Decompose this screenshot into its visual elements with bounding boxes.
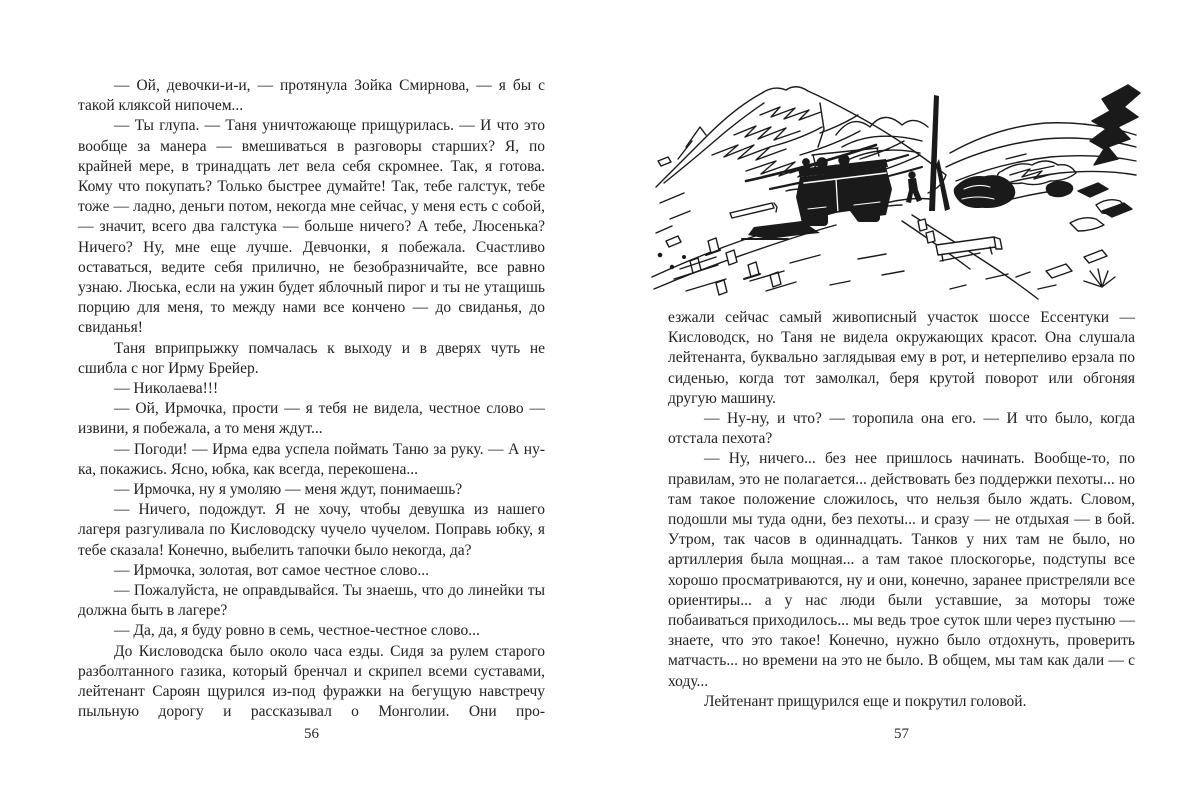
paragraph: — Николаева!!! (114, 380, 219, 398)
paragraph: — Погоди! — Ирма едва успела поймать Таню за руку. — А ну-ка, покажись. Ясно, юбка, как всегда, перекошена... (78, 440, 545, 478)
page-number-right: 57 (894, 726, 909, 742)
paragraph: Лейтенант прищурился еще и покрутил головой. (704, 692, 1027, 710)
paragraph: — Ирмочка, золотая, вот самое честное слово... (114, 561, 430, 579)
paragraph: — Ой, Ирмочка, прости — я тебя не видела, честное слово — извини, я побежала, а то меня ждут... (78, 400, 545, 438)
paragraph: — Пожалуйста, не оправдывайся. Ты знаешь, что до линейки ты должна быть в лагере? (78, 582, 545, 620)
paragraph: — Ничего, подождут. Я не хочу, чтобы девушка из нашего лагеря разгуливала по Кисловодску чучело чучелом. Поправь юбку, я тебе сказала! Конечно, выбелить тапочки было некогда, да? (78, 501, 545, 559)
page-number-left: 56 (304, 726, 319, 742)
right-page-text-column (668, 308, 1135, 712)
paragraph: — Ты глупа. — Таня уничтожающе прищурилась. — И что это вообще за манера — вмешиваться в разговоры старших? Я, по крайней мере, в тринадцать лет вела себя скромнее. Так, я готова. Кому что покупать? Только быстрее думайте! Так, тебе галстук, тебе тоже — ладно, деньги потом, некогда мне сейчас, у меня есть с собой, — значит, всего два галстука — больше ничего? А тебе, Люсенька? Ничего? Ну, мне еще лучше. Девчонки, я побежала. Счастливо оставаться, ведите себя прилично, не безобразничайте, все равно узнаю. Люська, если на ужин будет яблочный пирог и ты не утащишь порцию для меня, то между нами все кончено — до свиданья, до свиданья! (78, 117, 545, 337)
paragraph: Таня вприпрыжку помчалась к выходу и в дверях чуть не сшибла с ног Ирму Брейер. (78, 339, 545, 377)
paragraph: — Да, да, я буду ровно в семь, честное-честное слово... (114, 622, 480, 640)
paragraph: — Ой, девочки-и-и, — протянула Зойка Смирнова, — я бы с такой кляксой нипочем... (78, 77, 545, 115)
paragraph: езжали сейчас самый живописный участок шоссе Ессентуки — Кисловодск, но Таня не видела окружающих красот. Она слушала лейтенанта, буквально заглядывая ему в рот, и нетерпеливо ерзала по сиденью, когда тот замолкал, беря крутой поворот или обгоняя другую машину. (668, 309, 1135, 407)
paragraph: — Ирмочка, ну я умоляю — меня ждут, понимаешь? (114, 481, 463, 499)
paragraph: — Ну, ничего... без нее пришлось начинать. Вообще-то, по правилам, это не полагается... действовать без поддержки пехоты... но там такое положение сложилось, что нельзя было ждать. Словом, подошли мы туда одни, без пехоты... и сразу — не отдыхая — в бой. Утром, так часов в одиннадцать. Танков у них там не было, но артиллерия была мощная... а там такое плоскогорье, подступы все хорошо просматриваются, ну и они, конечно, заранее пристреляли все ориентиры... а у нас люди были уставшие, за моторы тоже побаиваться приходилось... мы ведь трое суток шли через пустыню — знаете, что это такое! Конечно, нужно было отдохнуть, проверить матчасть... но времени на это не было. В общем, мы там как дали — с ходу... (668, 450, 1135, 690)
left-page-text-column (78, 76, 545, 723)
mountain-road-truck-sketch (650, 62, 1144, 304)
paragraph: До Кисловодска было около часа езды. Сидя за рулем старого разболтанного газика, который бренчал и скрипел всеми суставами, лейтенант Сароян щурился из-под фуражки на бегущую навстречу пыльную дорогу и рассказывал о Монголии. Они про- (78, 642, 545, 721)
paragraph: — Ну-ну, и что? — торопила она его. — И что было, когда отстала пехота? (668, 410, 1135, 448)
